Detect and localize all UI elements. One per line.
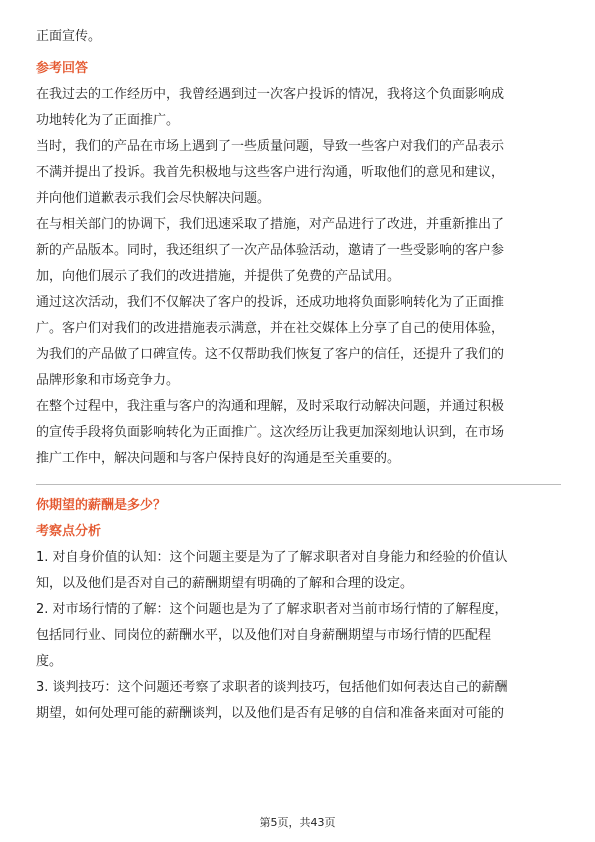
answer-paragraph: 通过这次活动，我们不仅解决了客户的投诉，还成功地将负面影响转化为了正面推 广。客户们对我们的改进措施表示满意，并在社交媒体上分享了自己的使用体验， 为我们的产品做了口碑宣传。这不仅帮助我们恢复了客户的信任，还提升了我们的 品牌形象和市场竞争力。 xyxy=(36,295,505,388)
analysis-heading: 考察点分析 xyxy=(36,524,102,539)
section-divider xyxy=(36,484,561,485)
answer-paragraph: 在整个过程中，我注重与客户的沟通和理解，及时采取行动解决问题，并通过积极 的宣传手段将负面影响转化为正面推广。这次经历让我更加深刻地认识到，在市场 推广工作中，解决问题和与客户保持良好的沟通是至关重要的。 xyxy=(36,399,505,466)
analysis-point: 3. 谈判技巧：这个问题还考察了求职者的谈判技巧，包括他们如何表达自己的薪酬 期望，如何处理可能的薪酬谈判，以及他们是否有足够的自信和准备来面对可能的 xyxy=(36,680,508,721)
document-page xyxy=(36,24,561,727)
answer-heading: 参考回答 xyxy=(36,61,89,76)
lead-text: 正面宣传。 xyxy=(36,29,102,44)
answer-paragraph: 在与相关部门的协调下，我们迅速采取了措施，对产品进行了改进，并重新推出了 新的产品版本。同时，我还组织了一次产品体验活动，邀请了一些受影响的客户参 加，向他们展示了我们的改进措施，并提供了免费的产品试用。 xyxy=(36,217,505,284)
analysis-point: 2. 对市场行情的了解：这个问题也是为了了解求职者对当前市场行情的了解程度， 包括同行业、同岗位的薪酬水平，以及他们对自身薪酬期望与市场行情的匹配程 度。 xyxy=(36,602,508,669)
page-number: 第5页，共43页 xyxy=(259,816,336,829)
answer-paragraph: 当时，我们的产品在市场上遇到了一些质量问题，导致一些客户对我们的产品表示 不满并提出了投诉。我首先积极地与这些客户进行沟通，听取他们的意见和建议， 并向他们道歉表示我们会尽快解决问题。 xyxy=(36,139,505,206)
question-heading: 你期望的薪酬是多少？ xyxy=(36,498,167,513)
answer-paragraph: 在我过去的工作经历中，我曾经遇到过一次客户投诉的情况，我将这个负面影响成 功地转化为了正面推广。 xyxy=(36,87,505,128)
analysis-point: 1. 对自身价值的认知：这个问题主要是为了了解求职者对自身能力和经验的价值认 知，以及他们是否对自己的薪酬期望有明确的了解和合理的设定。 xyxy=(36,550,508,591)
